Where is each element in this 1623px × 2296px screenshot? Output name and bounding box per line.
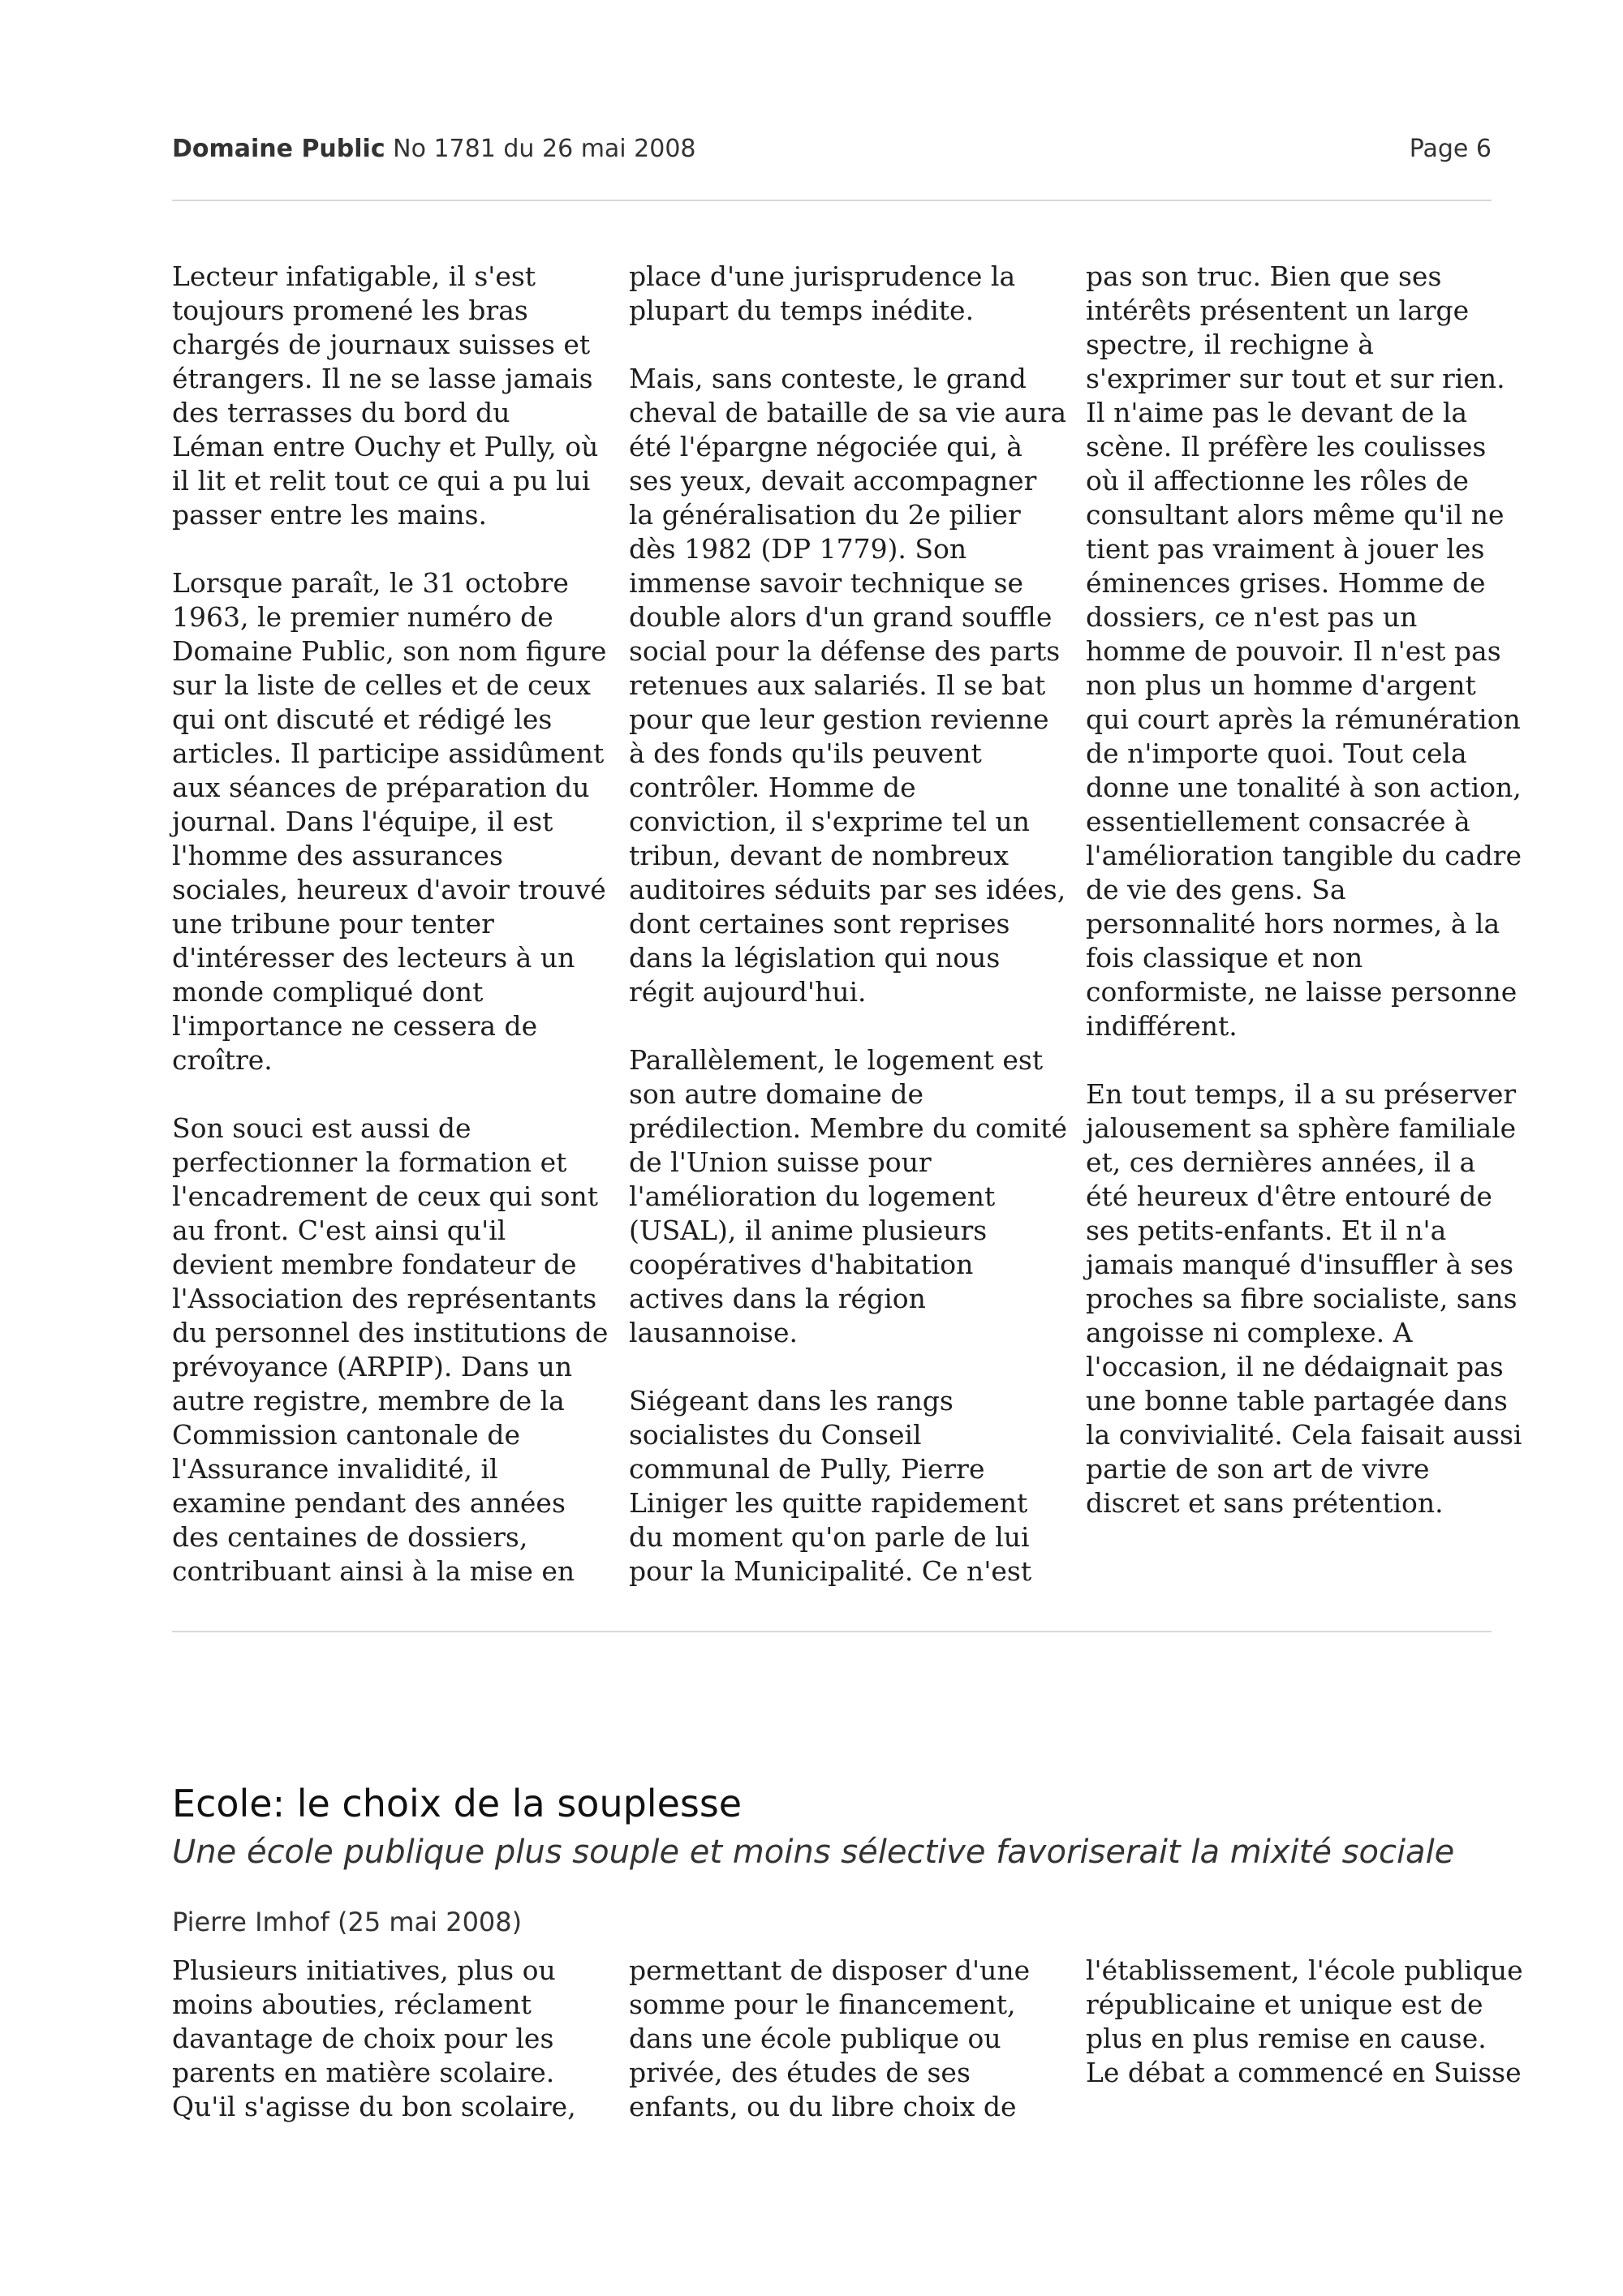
article-subtitle: Une école publique plus souple et moins sélective favoriserait la mixité sociale [172,1834,1455,1871]
paragraph: Son souci est aussi de perfectionner la formation et l'encadrement de ceux qui sont au front. C'est ainsi qu'il devient membre fondateur de l'Association des représentants du personnel des institutions de prévoyance (ARPIP). Dans un autre registre, membre de la Commission cantonale de l'Assurance invalidité, il examine pendant des années des centaines de dossiers, contribuant ainsi à la mise en [172,1112,609,1587]
paragraph: Siégeant dans les rangs socialistes du Conseil communal de Pully, Pierre Liniger les quitte rapidement du moment qu'on parle de lui pour la Municipalité. Ce n'est [629,1385,1032,1587]
page-header [172,135,1492,163]
article-byline: Pierre Imhof (25 mai 2008) [172,1907,523,1937]
article-body-columns [172,260,1522,1589]
article2-column-2 [629,1954,1067,2124]
paragraph: Lorsque paraît, le 31 octobre 1963, le premier numéro de Domaine Public, son nom figure sur la liste de celles et de ceux qui ont discuté et rédigé les articles. Il participe assidûment aux séances de préparation du journal. Dans l'équipe, il est l'homme des assurances sociales, heureux d'avoir trouvé une tribune pour tenter d'intéresser des lecteurs à un monde compliqué dont l'importance ne cessera de croître. [172,567,607,1076]
article-divider [172,1631,1492,1632]
article2-column-1 [172,1954,610,2124]
paragraph: l'établissement, l'école publique républicaine et unique est de plus en plus remise en cause. Le débat a commencé en Suisse [1086,1954,1523,2088]
paragraph: pas son truc. Bien que ses intérêts présentent un large spectre, il rechigne à s'exprimer sur tout et sur rien. Il n'aime pas le devant de la scène. Il préfère les coulisses où il affectionne les rôles de consultant alors même qu'il ne tient pas vraiment à jouer les éminences grises. Homme de dossiers, ce n'est pas un homme de pouvoir. Il n'est pas non plus un homme d'argent qui court après la rémunération de n'importe quoi. Tout cela donne une tonalité à son action, essentiellement consacrée à l'amélioration tangible du cadre de vie des gens. Sa personnalité hors normes, à la fois classique et non conformiste, ne laisse personne indifférent. [1086,260,1522,1042]
article-title: Ecole: le choix de la souplesse [172,1782,743,1825]
page-number: Page 6 [1409,135,1492,163]
paragraph: Lecteur infatigable, il s'est toujours promené les bras chargés de journaux suisses et étrangers. Il ne se lasse jamais des terrasses du bord du Léman entre Ouchy et Pully, où il lit et relit tout ce qui a pu lui passer entre les mains. [172,260,599,531]
paragraph: Parallèlement, le logement est son autre domaine de prédilection. Membre du comité de l'Union suisse pour l'amélioration du logement (USAL), il anime plusieurs coopératives d'habitation actives dans la région lausannoise. [629,1044,1067,1348]
issue-info: No 1781 du 26 mai 2008 [393,135,696,163]
article-column-3 [1086,260,1524,1589]
header-divider [172,200,1492,201]
publication-info [172,135,696,163]
article2-body-columns [172,1954,1523,2124]
paragraph: place d'une jurisprudence la plupart du temps inédite. [629,260,1016,326]
publication-name: Domaine Public [172,135,385,163]
paragraph: Plusieurs initiatives, plus ou moins abouties, réclament davantage de choix pour les parents en matière scolaire. Qu'il s'agisse du bon scolaire, [172,1954,576,2122]
paragraph: En tout temps, il a su préserver jalousement sa sphère familiale et, ces dernières années, il a été heureux d'être entouré de ses petits-enfants. Et il n'a jamais manqué d'insuffler à ses proches sa fibre socialiste, sans angoisse ni complexe. A l'occasion, il ne dédaignait pas une bonne table partagée dans la convivialité. Cela faisait aussi partie de son art de vivre discret et sans prétention. [1086,1078,1522,1519]
article2-column-3 [1086,1954,1524,2124]
article-column-1 [172,260,610,1589]
paragraph: permettant de disposer d'une somme pour le financement, dans une école publique ou privée, des études de ses enfants, ou du libre choix de [629,1954,1031,2122]
article-column-2 [629,260,1067,1589]
paragraph: Mais, sans conteste, le grand cheval de bataille de sa vie aura été l'épargne négociée qui, à ses yeux, devait accompagner la généralisation du 2e pilier dès 1982 (DP 1779). Son immense savoir technique se double alors d'un grand souffle social pour la défense des parts retenues aux salariés. Il se bat pour que leur gestion revienne à des fonds qu'ils peuvent contrôler. Homme de conviction, il s'exprime tel un tribun, devant de nombreux auditoires séduits par ses idées, dont certaines sont reprises dans la législation qui nous régit aujourd'hui. [629,363,1067,1008]
